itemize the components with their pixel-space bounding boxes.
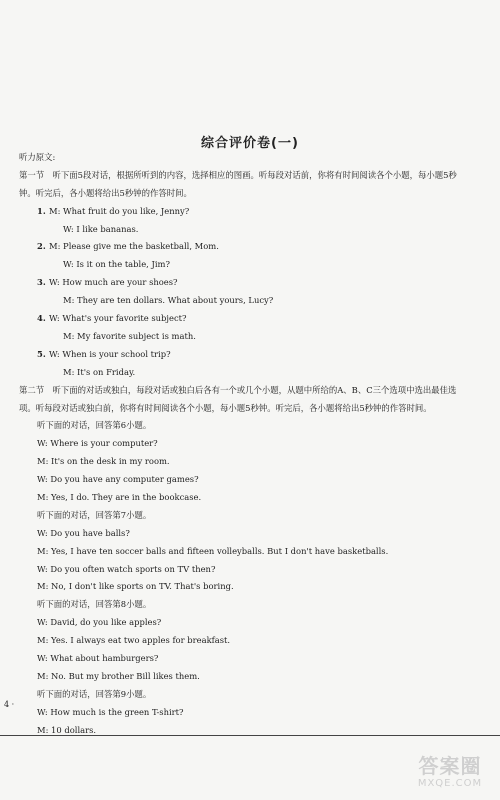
line-text: W: Is it on the table, Jim? — [63, 259, 170, 270]
line-text: M: It's on the desk in my room. — [37, 456, 170, 467]
line-text: W: David, do you like apples? — [37, 617, 162, 628]
text-line — [19, 686, 469, 704]
line-text: 听力原文: — [19, 152, 56, 162]
line-text: 第一节 听下面5段对话，根据所听到的内容，选择相应的图画。听每段对话前，你将有时间阅读各个小题，每小题5秒钟。听完后，各小题将给出5秒钟的作答时间。 — [19, 169, 457, 198]
line-text: 第二节 听下面的对话或独白，每段对话或独白后各有一个或几个小题，从题中所给的A、B、C三个选项中选出最佳选项。听每段对话或独白前，你将有时间阅读各个小题，每小题5秒钟。听完后，各小题将给出5秒钟的作答时间。 — [19, 384, 457, 413]
line-text: W: Do you often watch sports on TV then? — [37, 563, 216, 574]
text-line — [19, 274, 469, 292]
line-text: M: 10 dollars. — [37, 724, 97, 735]
text-line — [19, 417, 469, 435]
text-line — [19, 328, 469, 346]
line-text: M: Yes, I do. They are in the bookcase. — [37, 491, 202, 502]
line-text: M: It's on Friday. — [63, 366, 136, 377]
text-line — [19, 310, 469, 328]
line-text: M: Yes, I have ten soccer balls and fifteen volleyballs. But I don't have basketballs. — [37, 545, 389, 556]
text-line — [19, 382, 469, 418]
item-number: 1. — [37, 205, 46, 216]
line-text: W: When is your school trip? — [49, 348, 171, 359]
page-title: 综合评价卷(一) — [201, 136, 299, 151]
text-line — [19, 561, 469, 579]
line-text: W: Do you have balls? — [37, 527, 130, 538]
text-line — [19, 578, 469, 596]
line-text: M: No, I don't like sports on TV. That's boring. — [37, 581, 234, 592]
transcript-content — [19, 149, 469, 739]
line-text: 听下面的对话，回答第6小题。 — [37, 420, 152, 431]
text-line — [19, 525, 469, 543]
line-text: W: How much is the green T-shirt? — [37, 706, 184, 717]
item-number: 5. — [37, 348, 46, 359]
text-line — [19, 650, 469, 668]
line-text: W: How much are your shoes? — [49, 277, 178, 288]
item-number: 3. — [37, 277, 46, 288]
line-text: W: What's your favorite subject? — [49, 313, 187, 324]
text-line — [19, 489, 469, 507]
text-line — [19, 632, 469, 650]
text-line — [19, 668, 469, 686]
footer-divider — [0, 735, 500, 736]
text-line — [19, 256, 469, 274]
line-text: W: I like bananas. — [63, 223, 139, 234]
text-line — [19, 722, 469, 740]
watermark-url: MXQE.COM — [417, 778, 483, 789]
line-text: W: Where is your computer? — [37, 438, 158, 449]
watermark-logo — [408, 754, 492, 794]
line-text: 听下面的对话，回答第9小题。 — [37, 688, 152, 699]
page-number: 4 · — [4, 700, 15, 709]
line-text: M: My favorite subject is math. — [63, 330, 196, 341]
text-line — [19, 453, 469, 471]
text-line — [19, 614, 469, 632]
text-line — [19, 704, 469, 722]
line-text: 听下面的对话，回答第8小题。 — [37, 599, 152, 610]
text-line — [19, 507, 469, 525]
line-text: M: They are ten dollars. What about yours, Lucy? — [63, 295, 274, 306]
text-line — [19, 238, 469, 256]
text-line — [19, 435, 469, 453]
item-number: 2. — [37, 241, 46, 252]
line-text: W: Do you have any computer games? — [37, 474, 199, 485]
line-text: M: Yes. I always eat two apples for breakfast. — [37, 635, 231, 646]
text-line — [19, 364, 469, 382]
line-text: M: Please give me the basketball, Mom. — [49, 241, 219, 252]
line-text: M: What fruit do you like, Jenny? — [49, 205, 190, 216]
text-line — [19, 221, 469, 239]
text-line — [19, 292, 469, 310]
line-text: M: No. But my brother Bill likes them. — [37, 670, 200, 681]
text-line — [19, 167, 469, 203]
text-line — [19, 346, 469, 364]
item-number: 4. — [37, 313, 46, 324]
line-text: 听下面的对话，回答第7小题。 — [37, 509, 152, 520]
text-line — [19, 471, 469, 489]
line-text: W: What about hamburgers? — [37, 653, 159, 663]
watermark-text: 答案圈 — [418, 754, 482, 778]
text-line — [19, 543, 469, 561]
text-line — [19, 149, 469, 167]
text-line — [19, 203, 469, 221]
text-line — [19, 596, 469, 614]
